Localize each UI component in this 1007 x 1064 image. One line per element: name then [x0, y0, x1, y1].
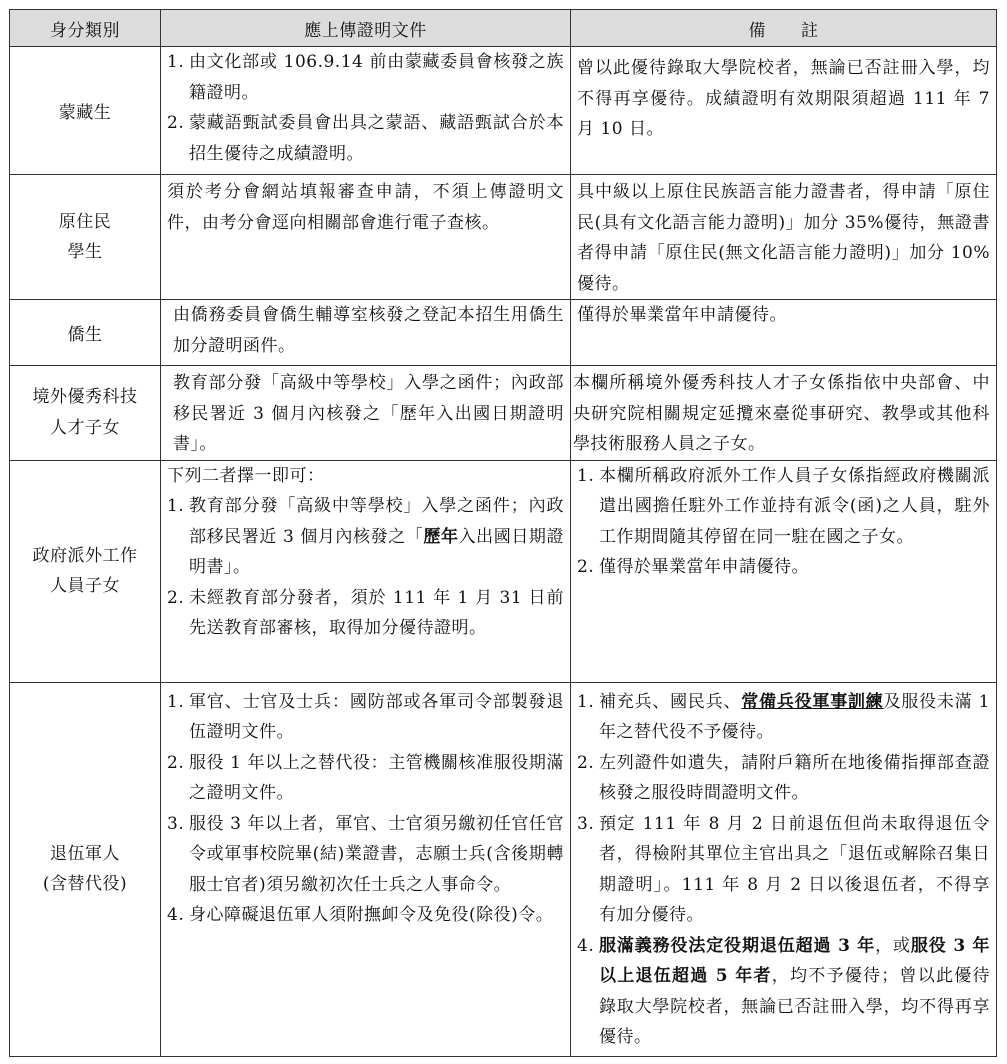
list-item: 2. 僅得於畢業當年申請優待。	[577, 557, 809, 577]
document-text: 須於考分會網站填報審查申請，不須上傳證明文件，由考分會逕向相關部會進行電子查核。	[167, 182, 564, 233]
list-item: 4. 身心障礙退伍軍人須附撫卹令及免役(除役)令。	[167, 905, 554, 925]
remarks-cell	[571, 460, 997, 682]
list-item: 1. 由文化部或 106.9.14 前由蒙藏委員會核發之族籍證明。	[167, 52, 564, 103]
list-item: 2. 未經教育部分發者，須於 111 年 1 月 31 日前先送教育部審核，取得加分優待證明。	[167, 587, 564, 638]
list-item: 4. 服滿義務役法定役期退伍超過 3 年，或服役 3 年以上退伍超過 5 年者，均不予優待；曾以此優待錄取大學院校者，無論已否註冊入學，均不得再享優待。	[577, 935, 991, 1047]
list-item: 3. 預定 111 年 8 月 2 日前退伍但尚未取得退伍令者，得檢附其單位主官出具之「退伍或解除召集日期證明」。111 年 8 月 2 日以後退伍者，不得享有加分優待。	[577, 813, 990, 925]
documents-cell	[161, 300, 571, 366]
category-cell	[10, 175, 161, 300]
eligibility-table	[9, 9, 997, 1057]
remarks-cell	[571, 682, 997, 1056]
list-item: 1. 本欄所稱政府派外工作人員子女係指經政府機關派遣出國擔任駐外工作並持有派令(函)之人員，駐外工作期間隨其停留在同一駐在國之子女。	[577, 465, 990, 547]
list-item: 2. 蒙藏語甄試委員會出具之蒙語、藏語甄試合於本招生優待之成績證明。	[167, 113, 564, 164]
category-label: 人員子女	[50, 576, 120, 596]
category-label: 僑生	[67, 325, 103, 345]
list-item: 2. 左列證件如遺失，請附戶籍所在地後備指揮部查證核發之服役時間證明文件。	[577, 752, 990, 803]
category-cell	[10, 682, 161, 1056]
documents-cell	[161, 460, 571, 682]
row-overseas-chinese	[10, 300, 997, 366]
category-label: (含替代役)	[42, 874, 128, 894]
remarks-cell	[571, 300, 997, 366]
remark-text: 具中級以上原住民族語言能力證書者，得申請「原住民(具有文化語言能力證明)」加分 35%優待，無證書者得申請「原住民(無文化語言能力證明)」加分 10%優待。	[577, 182, 990, 294]
row-mengzang	[10, 47, 997, 175]
category-cell	[10, 47, 161, 175]
category-label: 原住民	[58, 211, 112, 232]
remarks-cell	[571, 47, 997, 175]
list-item: 3. 服役 3 年以上者，軍官、士官須另繳初任官任官令或軍事校院畢(結)業證書，志願士兵(含後期轉服士官者)須另繳初次任士兵之人事命令。	[167, 813, 564, 895]
header-category: 身分類別	[10, 10, 161, 47]
row-indigenous	[10, 175, 997, 300]
category-label: 政府派外工作	[32, 545, 138, 566]
category-cell	[10, 366, 161, 461]
documents-cell	[161, 175, 571, 300]
document-text: 教育部分發「高級中等學校」入學之函件；內政部移民署近 3 個月內核發之「歷年入出國日期證明書」。	[173, 373, 564, 454]
list-item: 1. 教育部分發「高級中等學校」入學之函件；內政部移民署近 3 個月內核發之「歷年入出國日期證明書」。	[167, 496, 565, 577]
row-tech-talent	[10, 366, 997, 461]
list-item: 2. 服役 1 年以上之替代役：主管機關核准服役期滿之證明文件。	[167, 752, 564, 803]
category-cell	[10, 460, 161, 682]
remark-text: 曾以此優待錄取大學院校者，無論已否註冊入學，均不得再享優待。成績證明有效期限須超過 111 年 7 月 10 日。	[577, 58, 990, 139]
header-remarks: 備 註	[571, 10, 997, 47]
documents-cell	[161, 47, 571, 175]
header-row	[10, 10, 997, 47]
header-documents: 應上傳證明文件	[161, 10, 571, 47]
list-item: 1. 補充兵、國民兵、常備兵役軍事訓練及服役未滿 1 年之替代役不予優待。	[577, 691, 990, 742]
remark-text: 本欄所稱境外優秀科技人才子女係指依中央部會、中央研究院相關規定延攬來臺從事研究、教學或其他科學技術服務人員之子女。	[573, 373, 990, 454]
documents-cell	[161, 682, 571, 1056]
remarks-cell	[571, 175, 997, 300]
remarks-cell	[571, 366, 997, 461]
document-text: 由僑務委員會僑生輔導室核發之登記本招生用僑生加分證明函件。	[173, 305, 564, 356]
category-label: 學生	[67, 242, 103, 262]
row-gov-abroad	[10, 460, 997, 682]
documents-cell	[161, 366, 571, 461]
document-intro: 下列二者擇一即可：	[167, 465, 325, 486]
remark-text: 僅得於畢業當年申請優待。	[577, 305, 787, 325]
category-label: 退伍軍人	[50, 843, 120, 864]
category-label: 境外優秀科技	[32, 387, 138, 408]
category-cell	[10, 300, 161, 366]
list-item: 1. 軍官、士官及士兵：國防部或各軍司令部製發退伍證明文件。	[167, 691, 564, 742]
category-label: 人才子女	[50, 417, 120, 438]
row-veterans	[10, 682, 997, 1056]
category-label: 蒙藏生	[58, 103, 112, 123]
